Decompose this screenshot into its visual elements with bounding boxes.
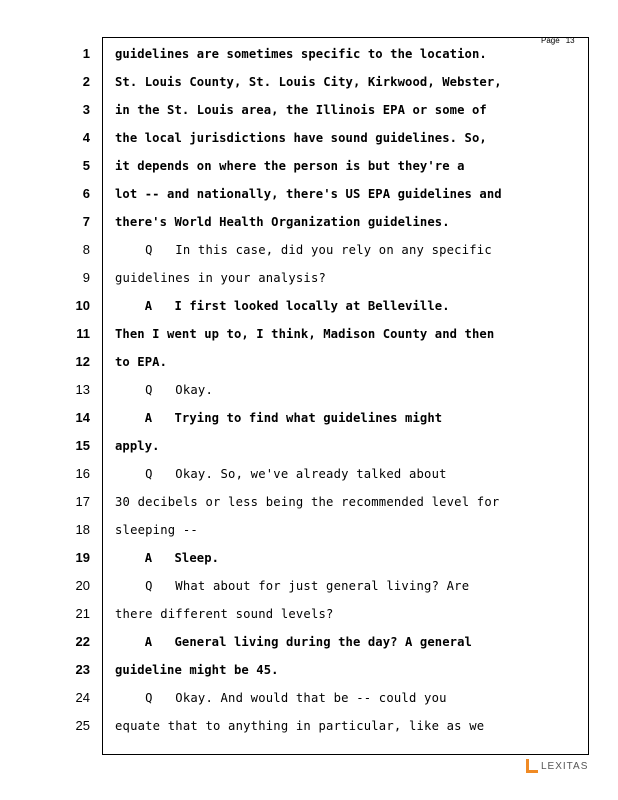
transcript-line-text: there different sound levels? (115, 607, 334, 621)
line-number: 18 (75, 522, 90, 537)
line-number: 8 (82, 242, 90, 257)
transcript-line-text: A I first looked locally at Belleville. (115, 299, 450, 313)
line-number: 2 (82, 74, 90, 89)
line-number: 23 (75, 662, 90, 677)
transcript-line-text: Q Okay. And would that be -- could you (115, 691, 447, 705)
line-number: 22 (75, 634, 90, 649)
line-number: 17 (75, 494, 90, 509)
page-number: 13 (565, 36, 575, 45)
transcript-line-text: to EPA. (115, 355, 168, 369)
transcript-line-text: the local jurisdictions have sound guidelines. So, (115, 131, 487, 145)
line-number: 11 (76, 326, 90, 341)
lexitas-logo (526, 758, 588, 774)
transcript-line-text: Q What about for just general living? Are (115, 579, 470, 593)
line-number: 4 (82, 130, 90, 145)
line-number: 6 (82, 186, 90, 201)
line-number: 19 (75, 550, 90, 565)
lexitas-logo-icon (526, 759, 538, 773)
logo-text: LEXITAS (541, 760, 589, 772)
line-number: 9 (82, 270, 90, 285)
line-number: 14 (75, 410, 90, 425)
line-number: 3 (82, 102, 90, 117)
line-number: 7 (82, 214, 90, 229)
transcript-line-text: apply. (115, 439, 160, 453)
line-number: 24 (75, 690, 90, 705)
line-number: 12 (75, 354, 90, 369)
transcript-line-text: A General living during the day? A general (115, 635, 472, 649)
transcript-line-text: guideline might be 45. (115, 663, 279, 677)
line-number: 10 (75, 298, 90, 313)
transcript-line-text: sleeping -- (115, 523, 198, 537)
transcript-line-text: it depends on where the person is but they're a (115, 159, 465, 173)
transcript-line-text: Q Okay. So, we've already talked about (115, 467, 447, 481)
transcript-line-text: Q In this case, did you rely on any specific (115, 243, 492, 257)
line-number: 13 (75, 382, 90, 397)
transcript-line-text: A Sleep. (115, 551, 220, 565)
transcript-line-text: Then I went up to, I think, Madison County and then (115, 327, 495, 341)
transcript-line-text: 30 decibels or less being the recommended level for (115, 495, 500, 509)
transcript-line-text: A Trying to find what guidelines might (115, 411, 443, 425)
transcript-line-text: there's World Health Organization guidelines. (115, 215, 450, 229)
line-number: 21 (75, 606, 90, 621)
line-number: 16 (75, 466, 90, 481)
page-label-text: Page (541, 36, 560, 45)
transcript-line-text: equate that to anything in particular, like as we (115, 719, 485, 733)
page-number-label (541, 36, 575, 45)
line-number: 20 (75, 578, 90, 593)
transcript-line-text: in the St. Louis area, the Illinois EPA or some of (115, 103, 487, 117)
transcript-line-text: guidelines in your analysis? (115, 271, 327, 285)
line-number: 1 (82, 46, 90, 61)
transcript-line-text: lot -- and nationally, there's US EPA guidelines and (115, 187, 502, 201)
line-number: 25 (75, 718, 90, 733)
line-number: 5 (82, 158, 90, 173)
line-number: 15 (75, 438, 90, 453)
transcript-line-text: Q Okay. (115, 383, 213, 397)
transcript-line-text: guidelines are sometimes specific to the location. (115, 47, 487, 61)
transcript-line-text: St. Louis County, St. Louis City, Kirkwood, Webster, (115, 75, 502, 89)
